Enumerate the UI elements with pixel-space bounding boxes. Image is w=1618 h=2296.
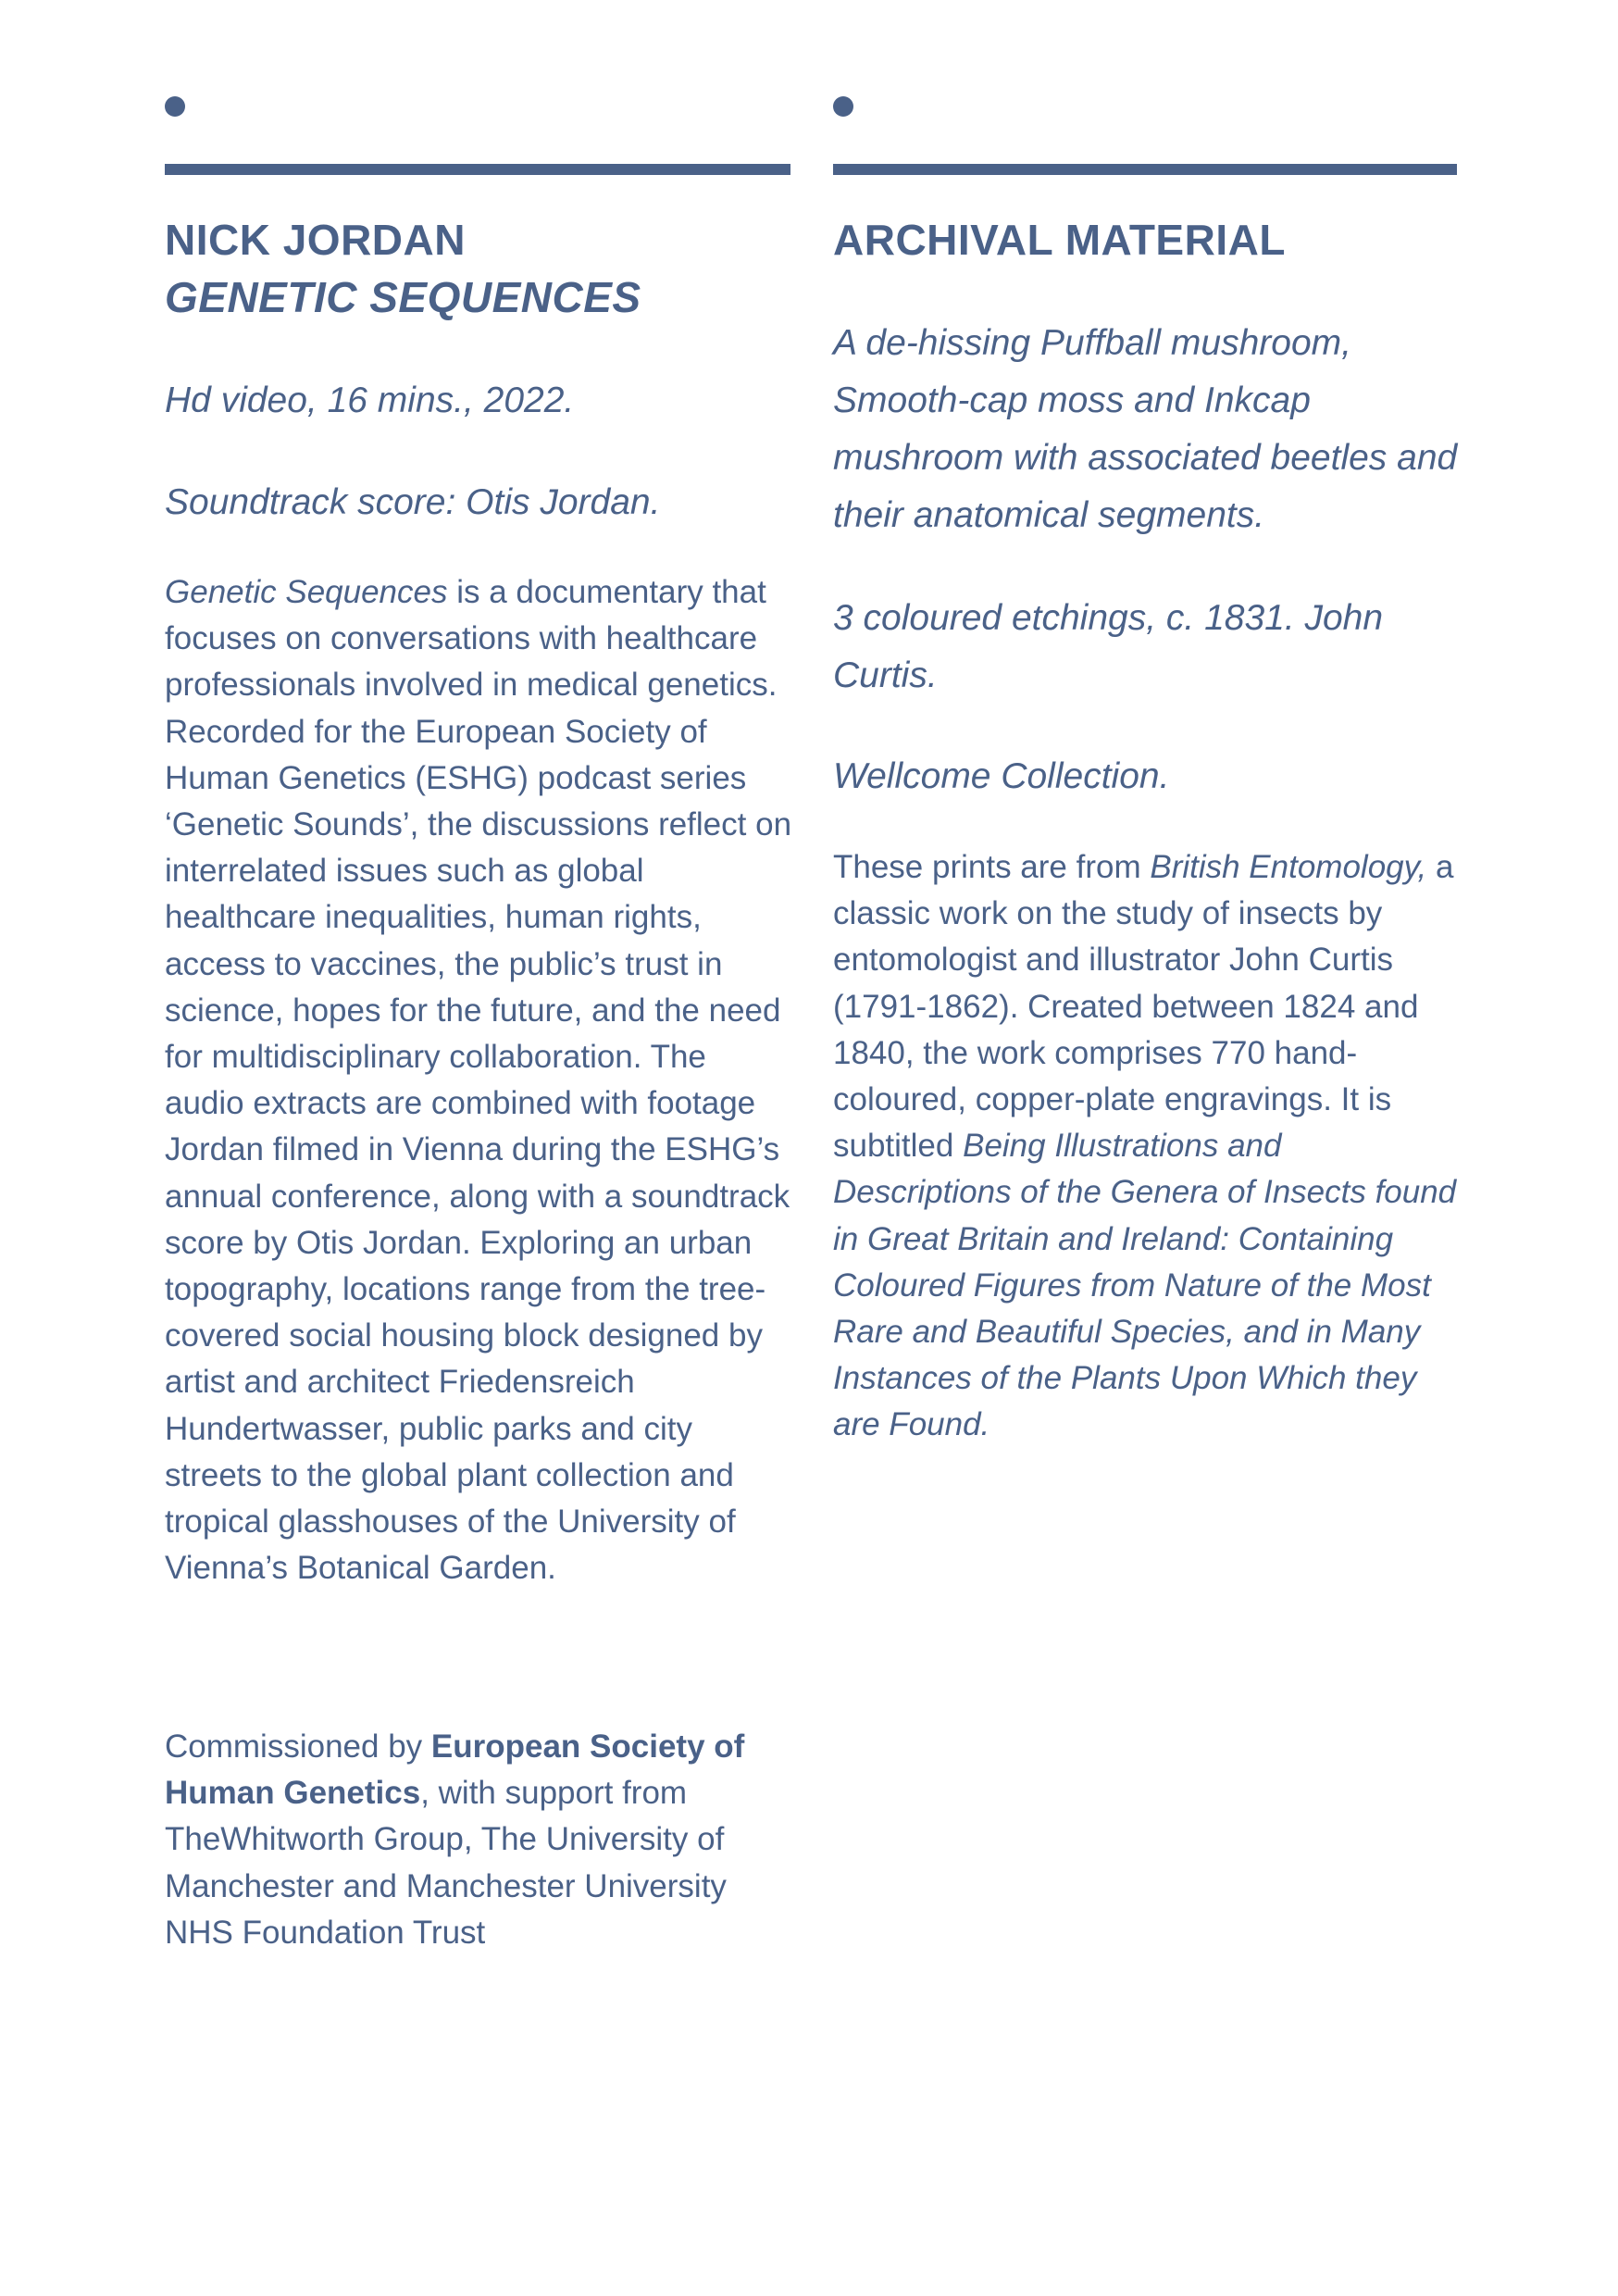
archival-heading: ARCHIVAL MATERIAL bbox=[833, 216, 1286, 264]
archival-book-title: British Entomology, bbox=[1150, 849, 1427, 885]
divider-rule bbox=[833, 164, 1457, 175]
bullet-dot bbox=[165, 96, 185, 117]
archival-book-subtitle: Being Illustrations and Descriptions of the Genera of Insects found in Great Britain and Ireland: Containing Coloured Figures from Nature of the Most Rare and Beautiful Species, and in Many Instances of the Plants Upon Which they are Found. bbox=[833, 1128, 1457, 1443]
archival-medium: 3 coloured etchings, c. 1831. John Curtis. bbox=[833, 598, 1384, 695]
work-description bbox=[165, 569, 794, 1591]
credit-supporters: , with support from TheWhitworth Group, The University of Manchester and Manchester University NHS Foundation Trust bbox=[165, 1775, 727, 1951]
credit-commissioner: European Society of Human Genetics bbox=[165, 1728, 745, 1812]
archival-collection: Wellcome Collection. bbox=[833, 756, 1170, 796]
commission-credit bbox=[165, 1724, 794, 1956]
description-text: is a documentary that focuses on conversations with healthcare professionals involved in medical genetics. Recorded for the European Society of Human Genetics (ESHG) podcast series ‘Genetic Sounds’, the discussions reflect on interrelated issues such as global healthcare inequalities, human rights, access to vaccines, the public’s trust in science, hopes for the future, and the need for multidisciplinary collaboration. The audio extracts are combined with footage Jordan filmed in Vienna during the ESHG’s annual conference, along with a soundtrack score by Otis Jordan. Exploring an urban topography, locations range from the tree-covered social housing block designed by artist and architect Friedensreich Hundertwasser, public parks and city streets to the global plant collection and tropical glasshouses of the University of Vienna’s Botanical Garden. bbox=[165, 574, 792, 1587]
archival-work-title: A de-hissing Puffball mushroom, Smooth-cap moss and Inkcap mushroom with associated beetles and their anatomical segments. bbox=[833, 323, 1458, 535]
artist-name: NICK JORDAN bbox=[165, 216, 466, 264]
description-work-title: Genetic Sequences bbox=[165, 574, 448, 610]
credit-prefix: Commissioned by bbox=[165, 1728, 431, 1765]
work-name: GENETIC SEQUENCES bbox=[165, 273, 641, 321]
archival-description bbox=[833, 844, 1459, 1449]
work-meta: Hd video, 16 mins., 2022. bbox=[165, 381, 575, 420]
archival-desc-text: a classic work on the study of insects by entomologist and illustrator John Curtis (1791-1862). Created between 1824 and 1840, the work comprises 770 hand-coloured, copper-plate engravings. It is subtitled bbox=[833, 849, 1454, 1165]
archival-desc-prefix: These prints are from bbox=[833, 849, 1151, 885]
bullet-dot bbox=[833, 96, 853, 117]
section-title bbox=[833, 211, 1286, 268]
divider-rule bbox=[165, 164, 790, 175]
soundtrack-credit: Soundtrack score: Otis Jordan. bbox=[165, 482, 661, 522]
artwork-title bbox=[165, 211, 641, 326]
